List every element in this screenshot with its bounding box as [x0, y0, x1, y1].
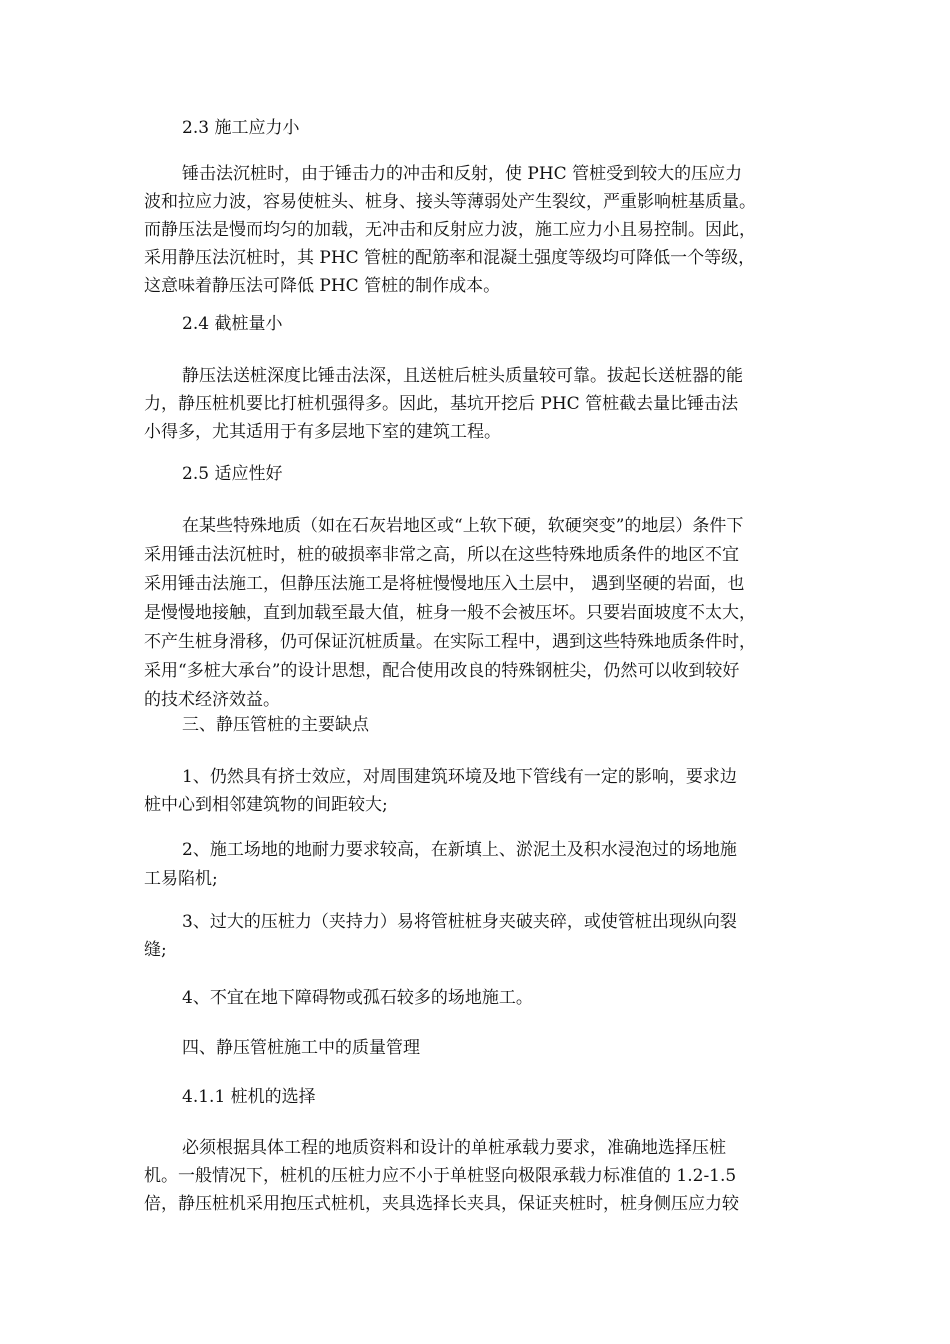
- paragraph-line: 采用“多桩大承台”的设计思想，配合使用改良的特殊钢桩尖，仍然可以收到较好: [144, 661, 740, 681]
- section-heading: 2.3 施工应力小: [182, 118, 300, 138]
- paragraph-line: 静压法送桩深度比锤击法深，且送桩后桩头质量较可靠。拔起长送桩器的能: [182, 366, 743, 386]
- section-heading: 三、静压管桩的主要缺点: [182, 715, 369, 735]
- paragraph-line: 必须根据具体工程的地质资料和设计的单桩承载力要求，准确地选择压桩: [182, 1138, 726, 1158]
- paragraph-line: 桩中心到相邻建筑物的间距较大;: [144, 795, 388, 815]
- paragraph-line: 而静压法是慢而均匀的加载，无冲击和反射应力波，施工应力小且易控制。因此，: [144, 220, 756, 240]
- paragraph-line: 是慢慢地接触，直到加载至最大值，桩身一般不会被压坏。只要岩面坡度不太大，: [144, 603, 756, 623]
- paragraph-line: 不产生桩身滑移，仍可保证沉桩质量。在实际工程中，遇到这些特殊地质条件时，: [144, 632, 756, 652]
- paragraph-line: 采用锤击法沉桩时，桩的破损率非常之高，所以在这些特殊地质条件的地区不宜: [144, 545, 739, 565]
- paragraph-line: 锤击法沉桩时，由于锤击力的冲击和反射，使 PHC 管桩受到较大的压应力: [182, 164, 743, 184]
- paragraph-line: 的技术经济效益。: [144, 690, 280, 710]
- paragraph-line: 2、施工场地的地耐力要求较高，在新填上、淤泥土及积水浸泡过的场地施: [182, 840, 737, 860]
- paragraph-line: 3、过大的压桩力（夹持力）易将管桩桩身夹破夹碎，或使管桩出现纵向裂: [182, 912, 737, 932]
- paragraph-line: 力，静压桩机要比打桩机强得多。因此，基坑开挖后 PHC 管桩截去量比锤击法: [144, 394, 739, 414]
- paragraph-line: 工易陷机;: [144, 869, 218, 889]
- section-heading: 4.1.1 桩机的选择: [182, 1087, 316, 1107]
- paragraph-line: 4、不宜在地下障碍物或孤石较多的场地施工。: [182, 988, 533, 1008]
- paragraph-line: 采用静压法沉桩时，其 PHC 管桩的配筋率和混凝土强度等级均可降低一个等级，: [144, 248, 756, 268]
- paragraph-line: 倍，静压桩机采用抱压式桩机，夹具选择长夹具，保证夹桩时，桩身侧压应力较: [144, 1194, 739, 1214]
- paragraph-line: 波和拉应力波，容易使桩头、桩身、接头等薄弱处产生裂纹，严重影响桩基质量。: [144, 192, 756, 212]
- paragraph-line: 采用锤击法施工，但静压法施工是将桩慢慢地压入土层中， 遇到坚硬的岩面，也: [144, 574, 745, 594]
- section-heading: 四、静压管桩施工中的质量管理: [182, 1038, 420, 1058]
- paragraph-line: 机。一般情况下，桩机的压桩力应不小于单桩竖向极限承载力标准值的 1.2-1.5: [144, 1166, 737, 1186]
- section-heading: 2.4 截桩量小: [182, 314, 283, 334]
- paragraph-line: 这意味着静压法可降低 PHC 管桩的制作成本。: [144, 276, 501, 296]
- paragraph-line: 在某些特殊地质（如在石灰岩地区或“上软下硬，软硬突变”的地层）条件下: [182, 516, 744, 536]
- paragraph-line: 缝;: [144, 940, 167, 960]
- section-heading: 2.5 适应性好: [182, 464, 283, 484]
- paragraph-line: 小得多，尤其适用于有多层地下室的建筑工程。: [144, 422, 501, 442]
- paragraph-line: 1、仍然具有挤士效应，对周围建筑环境及地下管线有一定的影响，要求边: [182, 767, 737, 787]
